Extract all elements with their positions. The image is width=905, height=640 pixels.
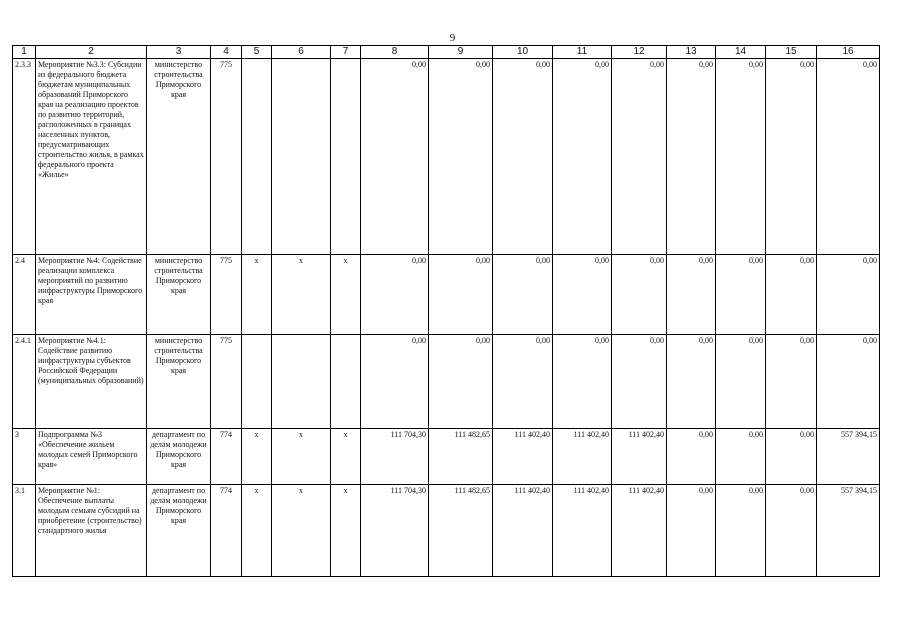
- cell-c15: 0,00: [766, 485, 817, 577]
- cell-c10: 111 402,40: [493, 485, 553, 577]
- table-row: [13, 255, 880, 335]
- cell-c12: 111 402,40: [612, 429, 667, 485]
- header-cell: 13: [667, 46, 716, 59]
- cell-c9: 0,00: [429, 59, 493, 255]
- row-executor: министерство строительства Приморского края: [147, 335, 211, 429]
- cell-c12: 0,00: [612, 335, 667, 429]
- cell-c9: 111 482,65: [429, 485, 493, 577]
- cell-c13: 0,00: [667, 59, 716, 255]
- cell-c16: 0,00: [817, 255, 880, 335]
- cell-c15: 0,00: [766, 59, 817, 255]
- cell-c7: [331, 335, 361, 429]
- cell-c11: 0,00: [553, 255, 612, 335]
- cell-c13: 0,00: [667, 429, 716, 485]
- table-row: [13, 59, 880, 255]
- cell-c6: [272, 335, 331, 429]
- cell-c16: 0,00: [817, 335, 880, 429]
- cell-c10: 0,00: [493, 59, 553, 255]
- cell-c5: х: [242, 255, 272, 335]
- row-executor: министерство строительства Приморского края: [147, 59, 211, 255]
- cell-c6: х: [272, 429, 331, 485]
- cell-c10: 0,00: [493, 255, 553, 335]
- header-row: [13, 46, 880, 59]
- cell-c5: [242, 335, 272, 429]
- table-row: [13, 429, 880, 485]
- cell-c7: х: [331, 255, 361, 335]
- header-cell: 5: [242, 46, 272, 59]
- page-number: 9: [449, 32, 456, 44]
- cell-c12: 111 402,40: [612, 485, 667, 577]
- row-code: 2.4.1: [13, 335, 36, 429]
- header-cell: 3: [147, 46, 211, 59]
- row-executor: департамент по делам молодежи Приморского края: [147, 485, 211, 577]
- row-executor: департамент по делам молодежи Приморского края: [147, 429, 211, 485]
- cell-c5: х: [242, 429, 272, 485]
- cell-c11: 0,00: [553, 59, 612, 255]
- cell-c16: 557 394,15: [817, 429, 880, 485]
- header-cell: 15: [766, 46, 817, 59]
- cell-c8: 111 704,30: [361, 429, 429, 485]
- cell-c7: х: [331, 429, 361, 485]
- cell-c4: 775: [211, 59, 242, 255]
- header-cell: 9: [429, 46, 493, 59]
- cell-c13: 0,00: [667, 255, 716, 335]
- cell-c11: 0,00: [553, 335, 612, 429]
- cell-c5: х: [242, 485, 272, 577]
- cell-c9: 0,00: [429, 335, 493, 429]
- cell-c4: 775: [211, 255, 242, 335]
- cell-c6: х: [272, 255, 331, 335]
- cell-c8: 111 704,30: [361, 485, 429, 577]
- cell-c14: 0,00: [716, 335, 766, 429]
- row-code: 2.3.3: [13, 59, 36, 255]
- cell-c4: 774: [211, 429, 242, 485]
- cell-c4: 775: [211, 335, 242, 429]
- cell-c14: 0,00: [716, 255, 766, 335]
- cell-c9: 111 482,65: [429, 429, 493, 485]
- header-cell: 4: [211, 46, 242, 59]
- row-name: Мероприятие №3.3: Субсидии из федерального бюджета бюджетам муниципальных образований Приморского края на реализацию проектов по развитию территорий, расположенных в границах населенных пунктов, предусматривающих строительство жилья, в рамках федерального проекта «Жилье»: [36, 59, 147, 255]
- cell-c6: [272, 59, 331, 255]
- cell-c13: 0,00: [667, 335, 716, 429]
- cell-c5: [242, 59, 272, 255]
- row-code: 3: [13, 429, 36, 485]
- cell-c11: 111 402,40: [553, 485, 612, 577]
- cell-c11: 111 402,40: [553, 429, 612, 485]
- cell-c14: 0,00: [716, 429, 766, 485]
- cell-c15: 0,00: [766, 429, 817, 485]
- header-cell: 16: [817, 46, 880, 59]
- cell-c8: 0,00: [361, 255, 429, 335]
- cell-c9: 0,00: [429, 255, 493, 335]
- cell-c15: 0,00: [766, 335, 817, 429]
- table-row: [13, 485, 880, 577]
- cell-c7: [331, 59, 361, 255]
- row-code: 3.1: [13, 485, 36, 577]
- cell-c13: 0,00: [667, 485, 716, 577]
- cell-c14: 0,00: [716, 485, 766, 577]
- header-cell: 11: [553, 46, 612, 59]
- cell-c15: 0,00: [766, 255, 817, 335]
- row-name: Подпрограмма №3 «Обеспечение жильем молодых семей Приморского края»: [36, 429, 147, 485]
- table-row: [13, 335, 880, 429]
- cell-c16: 0,00: [817, 59, 880, 255]
- header-cell: 1: [13, 46, 36, 59]
- row-name: Мероприятие №1: Обеспечение выплаты молодым семьям субсидий на приобретение (строительство) стандартного жилья: [36, 485, 147, 577]
- cell-c14: 0,00: [716, 59, 766, 255]
- cell-c16: 557 394,15: [817, 485, 880, 577]
- cell-c6: х: [272, 485, 331, 577]
- header-cell: 8: [361, 46, 429, 59]
- cell-c8: 0,00: [361, 59, 429, 255]
- cell-c10: 111 402,40: [493, 429, 553, 485]
- header-cell: 2: [36, 46, 147, 59]
- header-cell: 10: [493, 46, 553, 59]
- row-name: Мероприятие №4.1: Содействие развитию инфраструктуры субъектов Российской Федерации (муниципальных образований): [36, 335, 147, 429]
- cell-c12: 0,00: [612, 59, 667, 255]
- header-cell: 7: [331, 46, 361, 59]
- row-code: 2.4: [13, 255, 36, 335]
- header-cell: 6: [272, 46, 331, 59]
- cell-c10: 0,00: [493, 335, 553, 429]
- header-cell: 12: [612, 46, 667, 59]
- row-executor: министерство строительства Приморского края: [147, 255, 211, 335]
- cell-c7: х: [331, 485, 361, 577]
- budget-table: [12, 45, 880, 577]
- cell-c4: 774: [211, 485, 242, 577]
- cell-c12: 0,00: [612, 255, 667, 335]
- cell-c8: 0,00: [361, 335, 429, 429]
- row-name: Мероприятие №4: Содействие реализации комплекса мероприятий по развитию инфраструктуры Приморского края: [36, 255, 147, 335]
- header-cell: 14: [716, 46, 766, 59]
